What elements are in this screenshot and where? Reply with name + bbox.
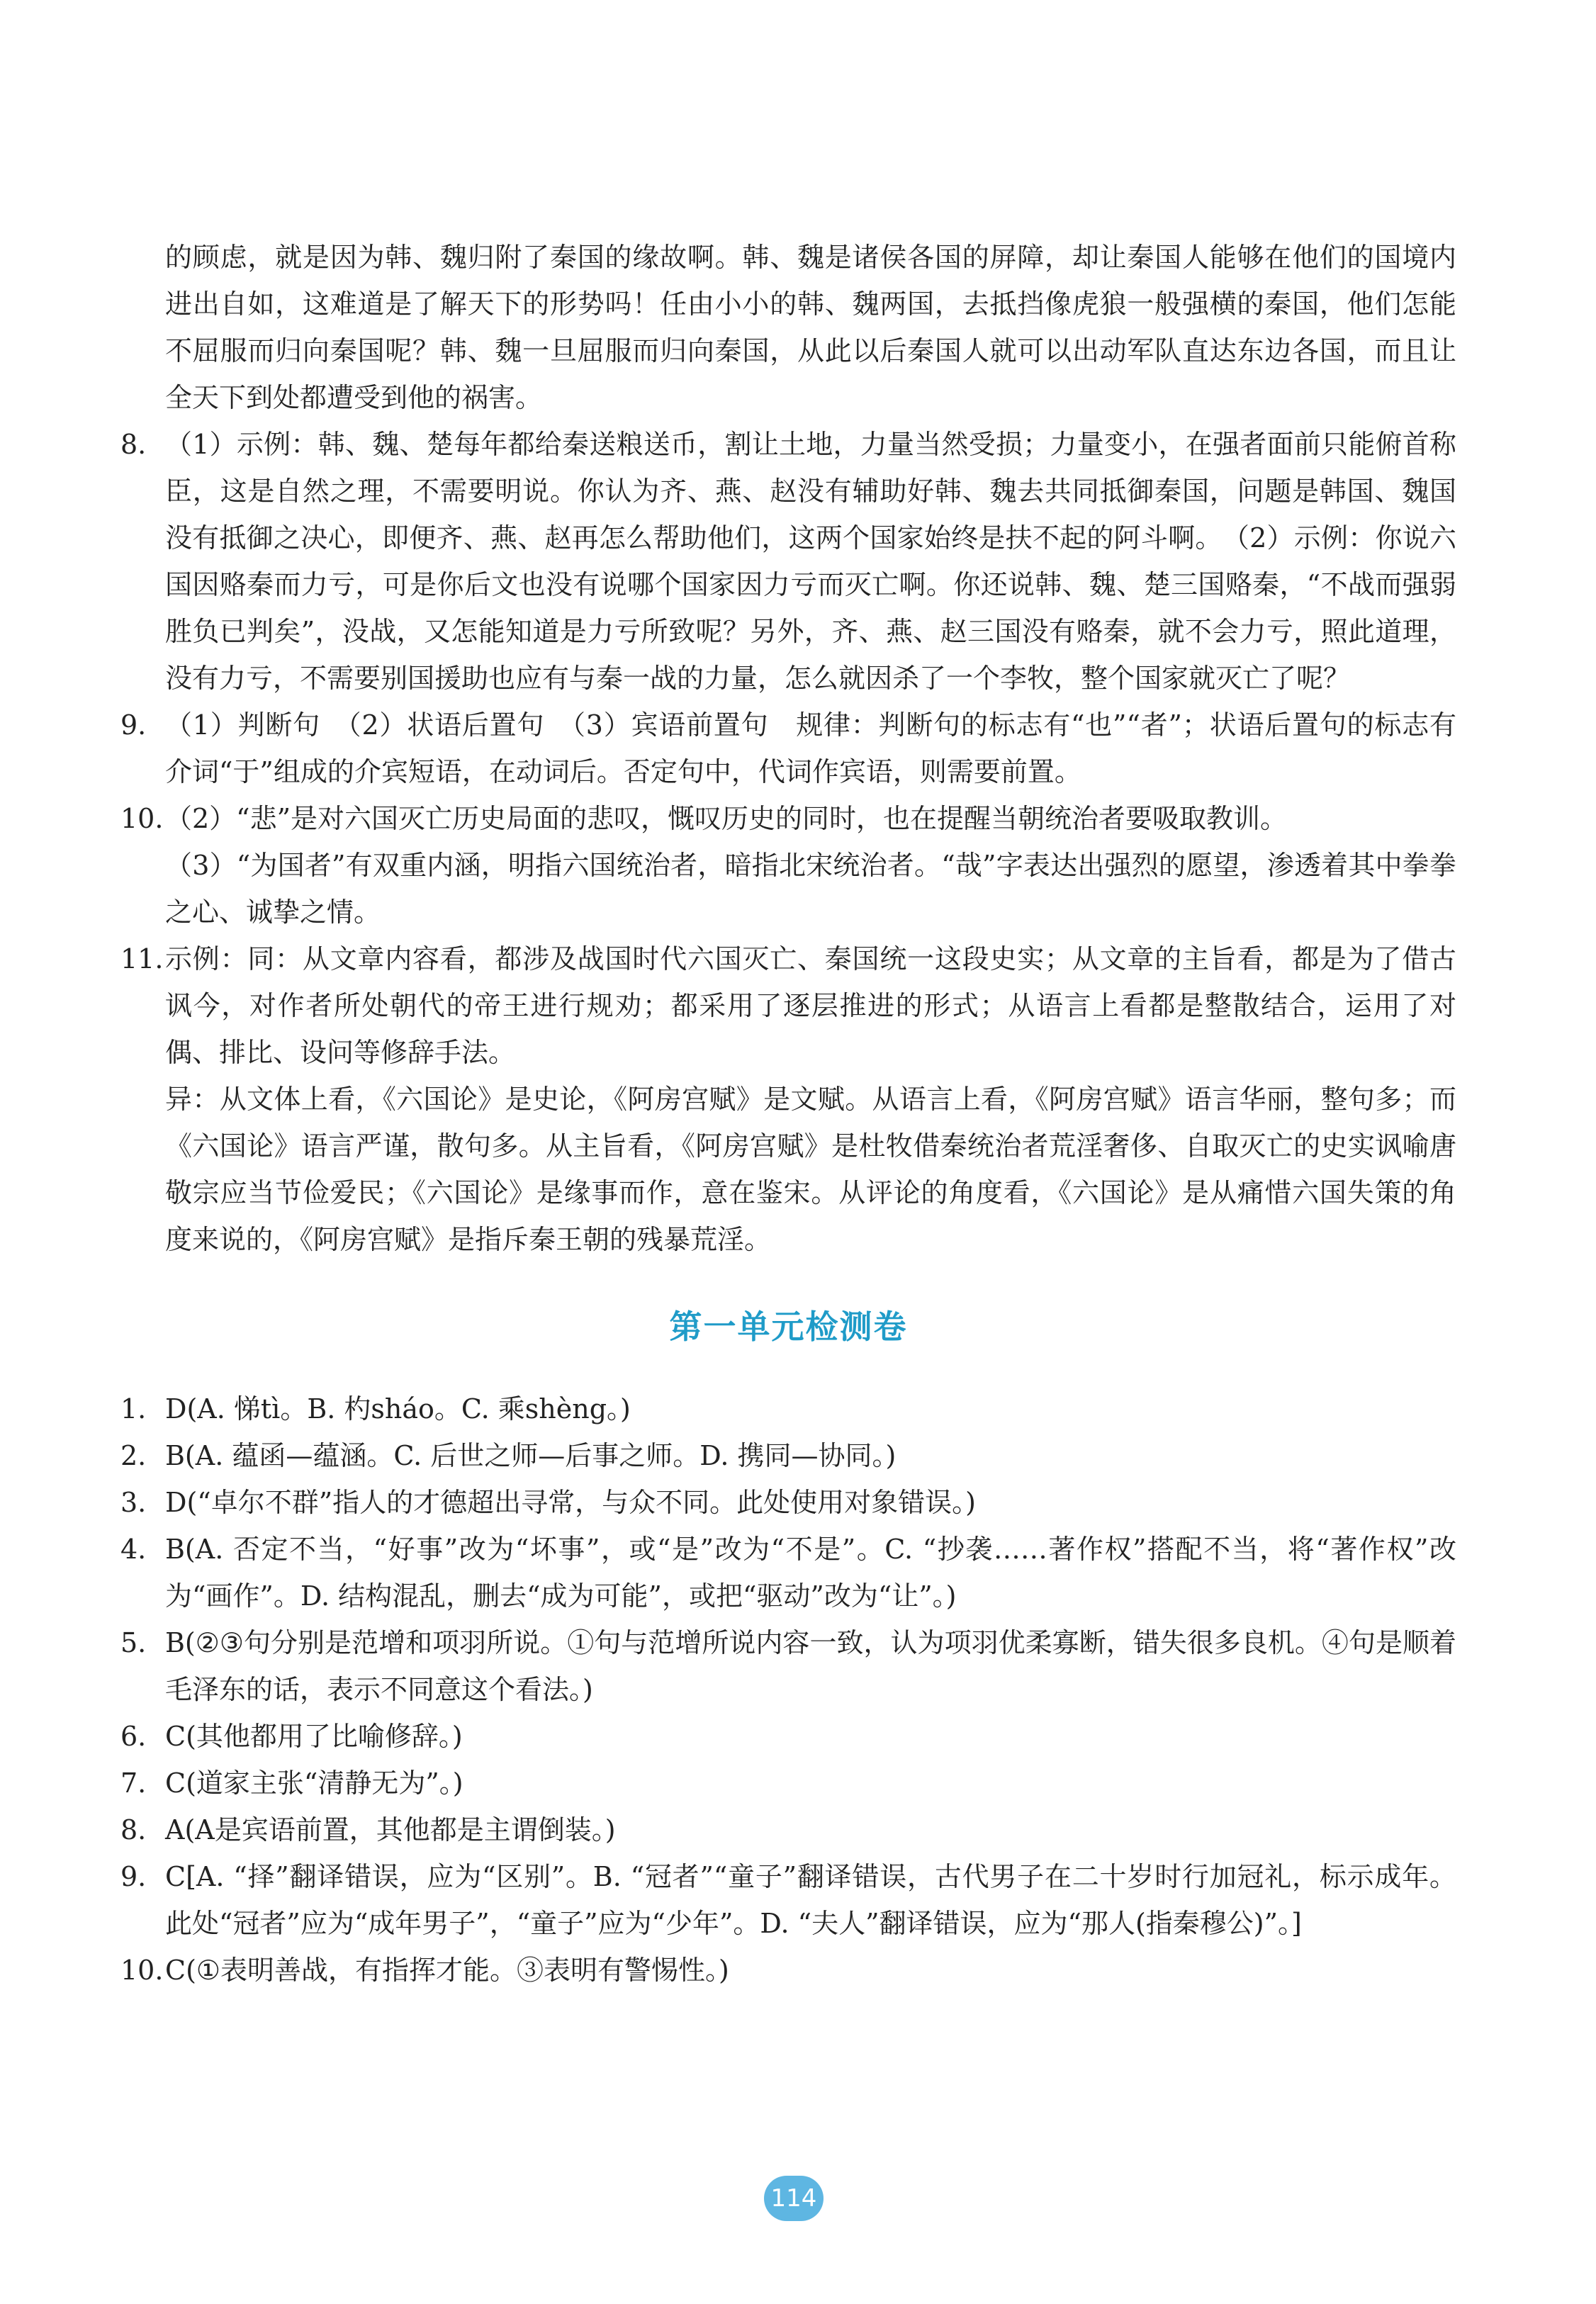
answer-text: C(其他都用了比喻修辞。) bbox=[165, 1721, 463, 1752]
answer-number: 1. bbox=[120, 1393, 147, 1424]
answer-number: 9. bbox=[120, 1861, 147, 1892]
answer-body bbox=[165, 702, 1456, 795]
answer-body bbox=[165, 421, 1456, 702]
page-number-badge: 114 bbox=[764, 2176, 824, 2221]
answer-text: D(“卓尔不群”指人的才德超出寻常，与众不同。此处使用对象错误。) bbox=[165, 1487, 976, 1518]
answer-item bbox=[120, 1760, 1456, 1806]
answer-item bbox=[120, 795, 1456, 935]
answer-body bbox=[165, 795, 1456, 935]
answer-text: A(A是宾语前置，其他都是主谓倒装。) bbox=[165, 1814, 616, 1845]
answer-item bbox=[120, 1432, 1456, 1479]
answer-text: B(A. 否定不当，“好事”改为“坏事”，或“是”改为“不是”。C. “抄袭……著作权”搭配不当，将“著作权”改为“画作”。D. 结构混乱，删去“成为可能”，或把“驱动”改为“让”。) bbox=[165, 1534, 1456, 1612]
answer-text: C(道家主张“清静无为”。) bbox=[165, 1768, 463, 1799]
answer-number: 7. bbox=[120, 1768, 147, 1799]
answer-number: 4. bbox=[120, 1534, 147, 1565]
answer-text: C(①表明善战，有指挥才能。③表明有警惕性。) bbox=[165, 1955, 729, 1986]
answer-item bbox=[120, 1947, 1456, 1994]
answer-item bbox=[120, 1853, 1456, 1947]
answer-paragraph: （2）“悲”是对六国灭亡历史局面的悲叹，慨叹历史的同时，也在提醒当朝统治者要吸取教训。 bbox=[165, 803, 1288, 834]
answer-number: 3. bbox=[120, 1487, 147, 1518]
answer-item bbox=[120, 702, 1456, 795]
answer-item bbox=[120, 1619, 1456, 1713]
answer-number: 9. bbox=[120, 709, 147, 741]
section-title: 第一单元检测卷 bbox=[669, 1308, 908, 1346]
answer-item bbox=[120, 935, 1456, 1263]
answer-number: 2. bbox=[120, 1440, 147, 1471]
answer-number: 10. bbox=[120, 1955, 164, 1986]
answer-text: B(②③句分别是范增和项羽所说。①句与范增所说内容一致，认为项羽优柔寡断，错失很多良机。④句是顺着毛泽东的话，表示不同意这个看法。) bbox=[165, 1627, 1456, 1705]
answer-number: 11. bbox=[120, 943, 164, 974]
answer-number: 8. bbox=[120, 1814, 147, 1845]
answer-text: B(A. 蕴函—蕴涵。C. 后世之师—后事之师。D. 携同—协同。) bbox=[165, 1440, 897, 1471]
answer-text: D(A. 悌tì。B. 杓sháo。C. 乘shèng。) bbox=[165, 1393, 631, 1424]
answer-number: 6. bbox=[120, 1721, 147, 1752]
answer-paragraph: （1）判断句 （2）状语后置句 （3）宾语前置句 规律：判断句的标志有“也”“者”；状语后置句的标志有介词“于”组成的介宾短语，在动词后。否定句中，代词作宾语，则需要前置。 bbox=[165, 709, 1456, 787]
intro-paragraph: 的顾虑，就是因为韩、魏归附了秦国的缘故啊。韩、魏是诸侯各国的屏障，却让秦国人能够在他们的国境内进出自如，这难道是了解天下的形势吗！任由小小的韩、魏两国，去抵挡像虎狼一般强横的秦国，他们怎能不屈服而归向秦国呢？韩、魏一旦屈服而归向秦国，从此以后秦国人就可以出动军队直达东边各国，而且让全天下到处都遭受到他的祸害。 bbox=[165, 242, 1456, 413]
content-area bbox=[120, 234, 1456, 1994]
answer-paragraph: 示例：同：从文章内容看，都涉及战国时代六国灭亡、秦国统一这段史实；从文章的主旨看，都是为了借古讽今，对作者所处朝代的帝王进行规劝；都采用了逐层推进的形式；从语言上看都是整散结合，运用了对偶、排比、设问等修辞手法。 bbox=[165, 943, 1456, 1068]
answer-paragraph: （3）“为国者”有双重内涵，明指六国统治者，暗指北宋统治者。“哉”字表达出强烈的愿望，渗透着其中拳拳之心、诚挚之情。 bbox=[165, 850, 1456, 928]
answers-part1 bbox=[120, 421, 1456, 1263]
answer-text: C[A. “择”翻译错误，应为“区别”。B. “冠者”“童子”翻译错误，古代男子在二十岁时行加冠礼，标示成年。此处“冠者”应为“成年男子”，“童子”应为“少年”。D. “夫人”翻译错误，应为“那人(指秦穆公)”。] bbox=[165, 1861, 1456, 1939]
answer-body bbox=[165, 935, 1456, 1263]
answer-item bbox=[120, 1713, 1456, 1760]
answer-item bbox=[120, 1526, 1456, 1619]
answer-item bbox=[120, 1806, 1456, 1853]
answer-item bbox=[120, 1386, 1456, 1432]
answer-paragraph: 异：从文体上看，《六国论》是史论，《阿房宫赋》是文赋。从语言上看，《阿房宫赋》语言华丽，整句多；而《六国论》语言严谨，散句多。从主旨看，《阿房宫赋》是杜牧借秦统治者荒淫奢侈、自取灭亡的史实讽喻唐敬宗应当节俭爱民；《六国论》是缘事而作，意在鉴宋。从评论的角度看，《六国论》是从痛惜六国失策的角度来说的，《阿房宫赋》是指斥秦王朝的残暴荒淫。 bbox=[165, 1084, 1456, 1255]
answer-number: 8. bbox=[120, 429, 147, 460]
answer-item bbox=[120, 1479, 1456, 1526]
answer-number: 10. bbox=[120, 803, 164, 834]
answer-item bbox=[120, 421, 1456, 702]
answer-number: 5. bbox=[120, 1627, 147, 1658]
answers-part2 bbox=[120, 1386, 1456, 1994]
answer-paragraph: （1）示例：韩、魏、楚每年都给秦送粮送币，割让土地，力量当然受损；力量变小，在强者面前只能俯首称臣，这是自然之理，不需要明说。你认为齐、燕、赵没有辅助好韩、魏去共同抵御秦国，问题是韩国、魏国没有抵御之决心，即便齐、燕、赵再怎么帮助他们，这两个国家始终是扶不起的阿斗啊。 （2）示例：你说六国因赂秦而力亏，可是你后文也没有说哪个国家因力亏而灭亡啊。你还说韩、魏、楚三国赂秦，“不战而强弱胜负已判矣”，没战，又怎能知道是力亏所致呢？另外，齐、燕、赵三国没有赂秦，就不会力亏，照此道理，没有力亏，不需要别国援助也应有与秦一战的力量，怎么就因杀了一个李牧，整个国家就灭亡了呢？ bbox=[165, 429, 1456, 694]
